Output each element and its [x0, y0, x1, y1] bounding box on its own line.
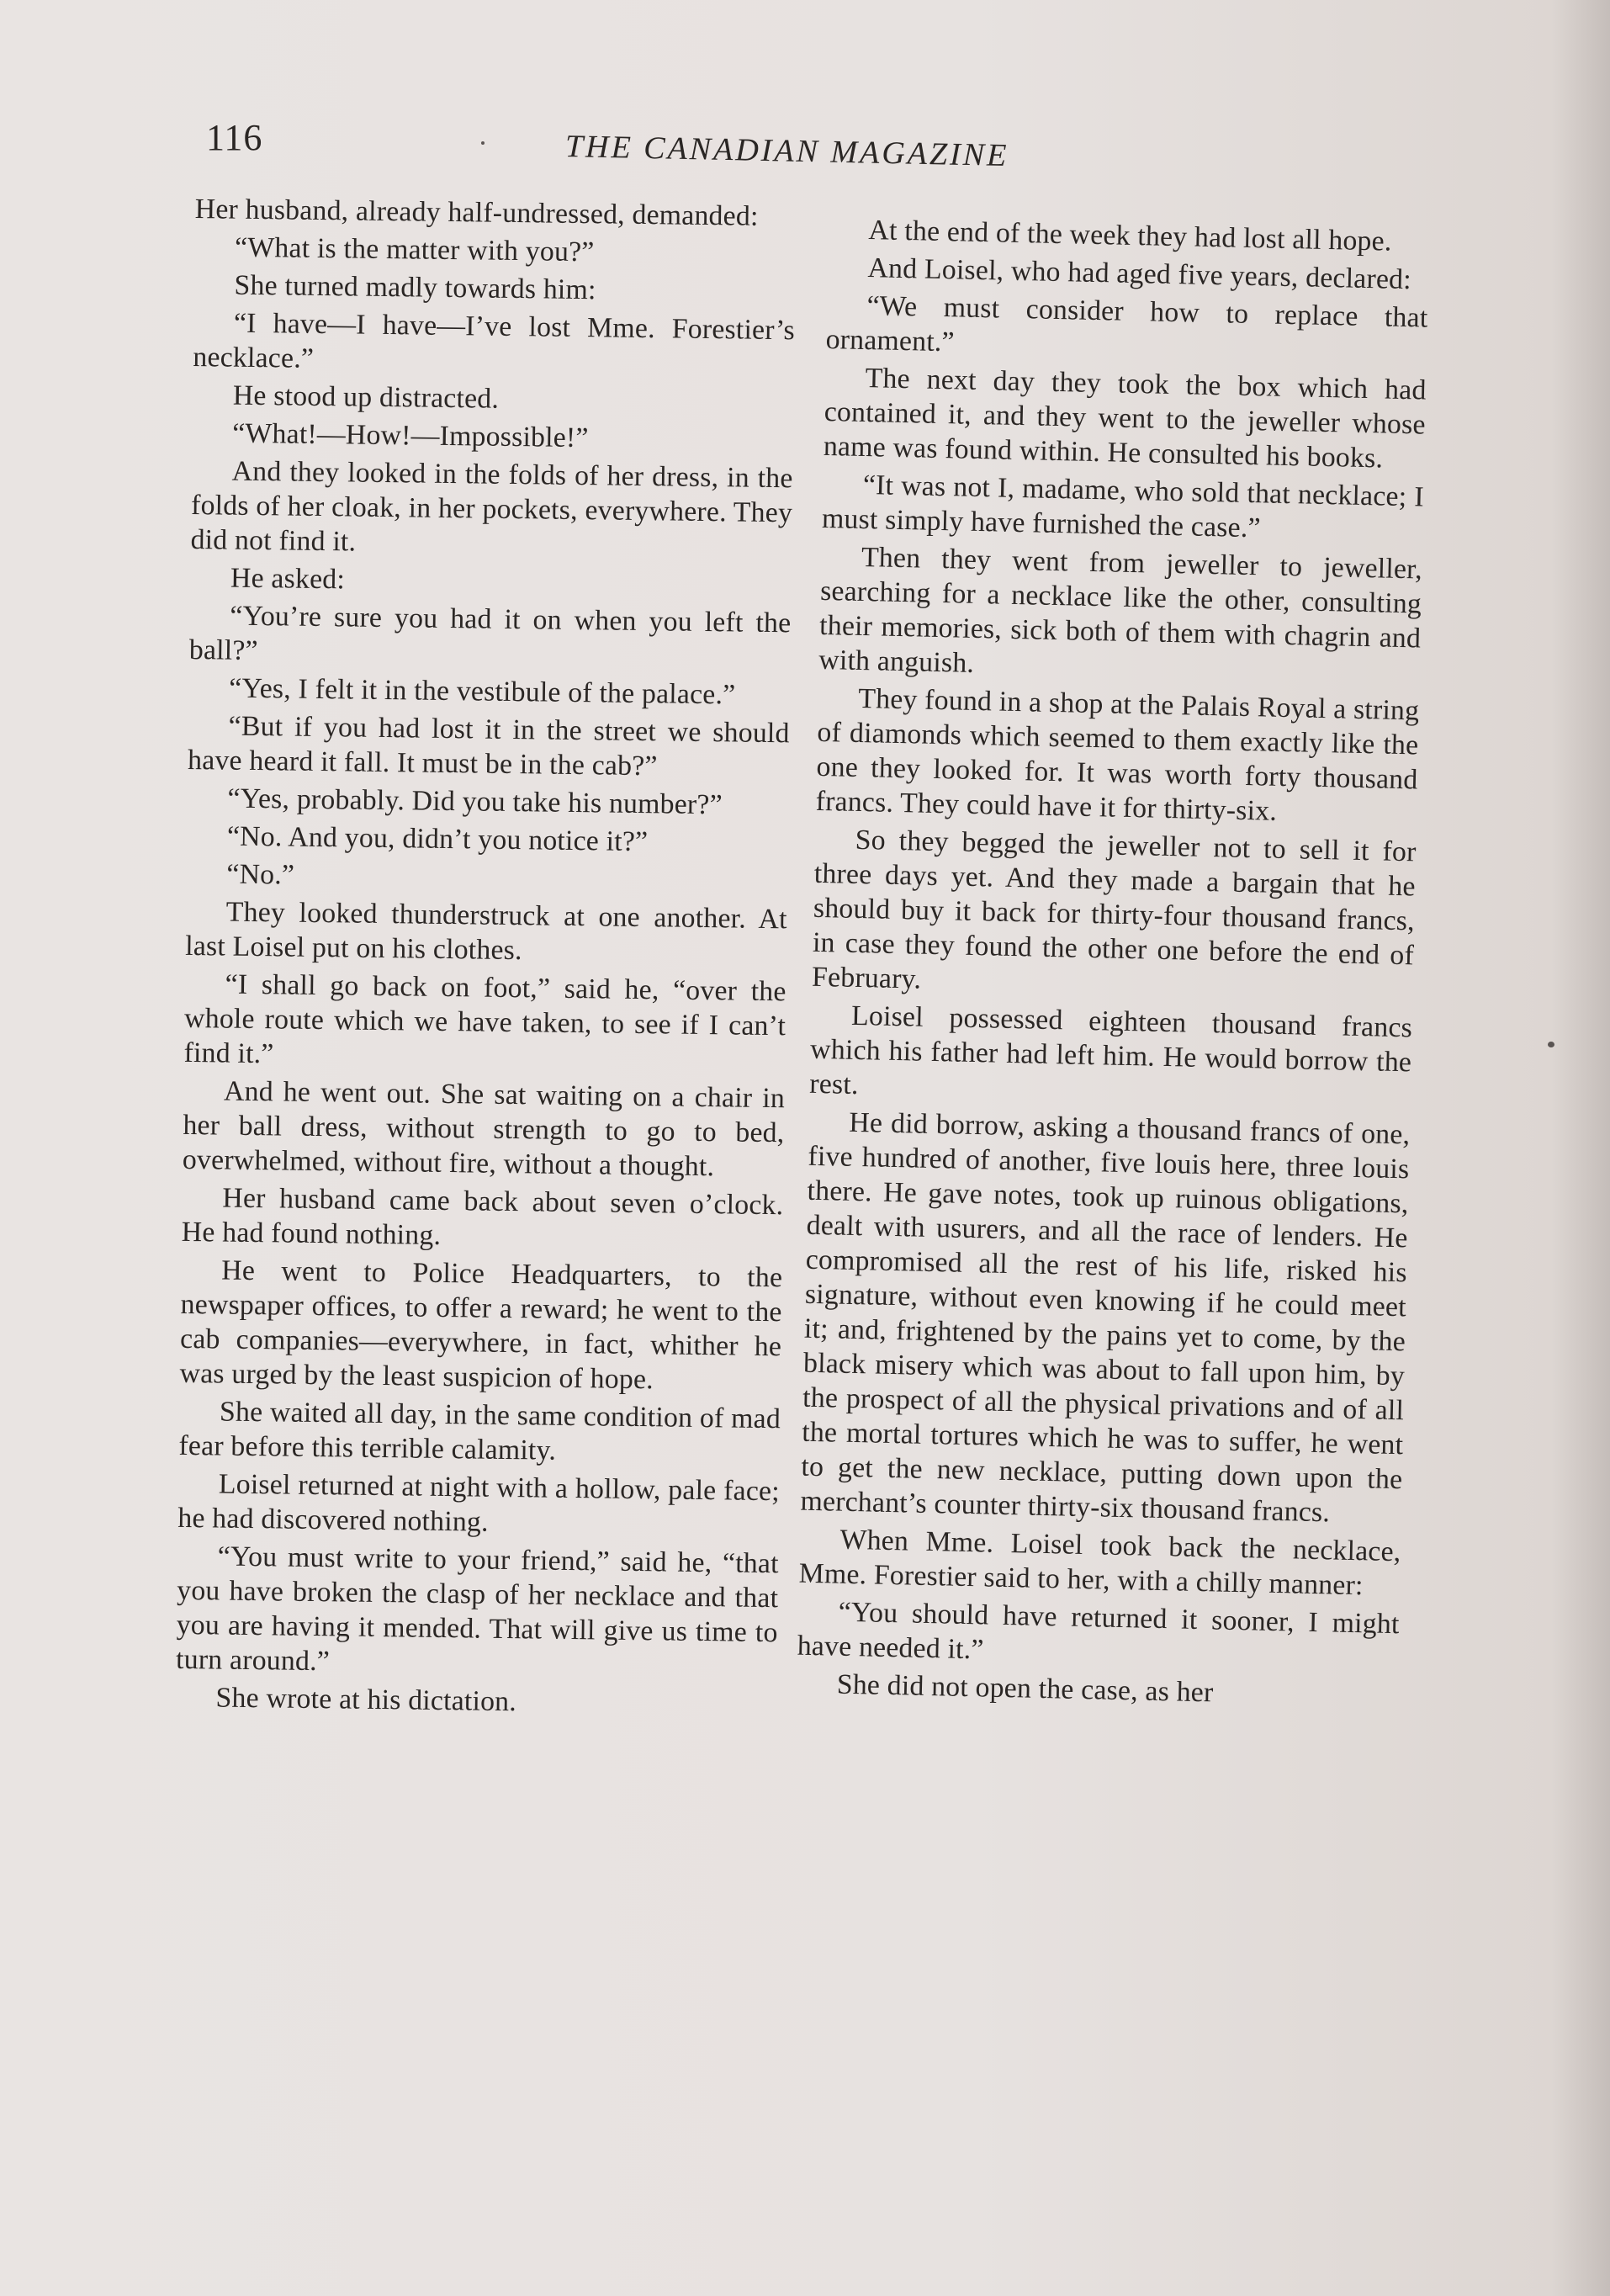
paragraph: “No.” [226, 858, 295, 891]
paragraph: So they begged the jeweller not to sell it for three days yet. And they made a bargain that he should buy it back for thirty-four thousand francs, in case they found the other one before the end of February. [811, 824, 1417, 995]
paragraph: At the end of the week they had lost all hope. [868, 215, 1392, 257]
paragraph: She turned madly towards him: [234, 269, 596, 306]
paragraph: “It was not I, madame, who sold that necklace; I must simply have furnished the case.” [821, 469, 1425, 544]
ink-spot [481, 141, 485, 145]
paragraph: “I have—I have—I’ve lost Mme. Forestier’s necklace.” [193, 307, 796, 374]
left-column [175, 192, 797, 1726]
paragraph: “You should have returned it sooner, I might have needed it.” [797, 1596, 1400, 1666]
paragraph: The next day they took the box which had contained it, and they went to the jeweller whose name was found within. He consulted his books. [823, 363, 1427, 475]
paragraph: He stood up distracted. [232, 379, 500, 415]
paragraph: Her husband came back about seven o’clock. He had found nothing. [181, 1182, 784, 1251]
paragraph: And Loisel, who had aged five years, declared: [867, 252, 1412, 296]
paragraph: “Yes, I felt it in the vestibule of the palace.” [229, 672, 736, 711]
paragraph: And he went out. She sat waiting on a chair in her ball dress, without strength to go to bed, overwhelmed, without fire, without a thought. [182, 1075, 786, 1183]
paragraph: “What is the matter with you?” [234, 231, 595, 268]
paragraph: Then they went from jeweller to jeweller, searching for a necklace like the other, consulting their memories, sick both of them with chagrin and with anguish. [818, 541, 1423, 679]
paragraph: He asked: [230, 562, 346, 596]
page-edge-shadow [1551, 0, 1610, 2296]
paragraph: “I shall go back on foot,” said he, “over the whole route which we have taken, to see if I can’t find it.” [183, 968, 786, 1070]
paragraph: And they looked in the folds of her dress, in the folds of her cloak, in her pockets, everywhere. They did not find it. [190, 455, 793, 558]
paragraph: “We must consider how to replace that ornament.” [825, 290, 1428, 358]
paragraph: They found in a shop at the Palais Royal a string of diamonds which seemed to them exactly like the one they looked for. It was worth forty thousand francs. They could have it for thirty-six. [815, 682, 1420, 827]
paragraph: He went to Police Headquarters, to the newspaper offices, to offer a reward; he went to the cab companies—everywhere, in fact, whither he was urged by the least suspicion of hope. [179, 1254, 783, 1396]
paragraph: “Yes, probably. Did you take his number?” [227, 782, 723, 821]
paragraph: She did not open the case, as her [836, 1668, 1214, 1709]
running-head: THE CANADIAN MAGAZINE [564, 129, 1009, 174]
paragraph: When Mme. Loisel took back the necklace, Mme. Forestier said to her, with a chilly manner: [798, 1524, 1401, 1602]
paragraph: “No. And you, didn’t you notice it?” [226, 820, 649, 858]
paragraph: She waited all day, in the same condition of mad fear before this terrible calamity. [178, 1396, 781, 1466]
paragraph: He did borrow, asking a thousand francs of one, five hundred of another, five louis here, three louis there. He gave notes, took up ruinous obligations, dealt with usurers, and all the race of lenders. He compromised all the rest of his life, risked his signature, without even knowing if he could meet it; and, frightened by the pains yet to come, by the black misery which was about to fall upon him, by the prospect of all the physical privations and of all the mortal tortures which he was to suffer, he went to get the new necklace, putting down upon the merchant’s counter thirty-six thousand francs. [800, 1106, 1411, 1529]
paragraph: They looked thunderstruck at one another. At last Loisel put on his clothes. [185, 896, 787, 967]
page-number: 116 [206, 117, 263, 158]
paragraph: “What!—How!—Impossible!” [232, 417, 589, 454]
paragraph: She wrote at his dictation. [215, 1682, 517, 1718]
right-column [796, 212, 1430, 1717]
paragraph: Loisel possessed eighteen thousand francs which his father had left him. He would borrow the rest. [808, 1000, 1413, 1101]
paragraph: “You must write to your friend,” said he, “that you have broken the clasp of her necklace and that you are having it mended. That will give us time to turn around.” [175, 1540, 779, 1678]
paragraph: “But if you had lost it in the street we should have heard it fall. It must be in the cab?” [187, 710, 790, 782]
paragraph: Loisel returned at night with a hollow, pale face; he had discovered nothing. [177, 1468, 781, 1538]
paragraph: Her husband, already half-undressed, demanded: [194, 193, 759, 232]
paragraph: “You’re sure you had it on when you left the ball?” [188, 600, 792, 667]
